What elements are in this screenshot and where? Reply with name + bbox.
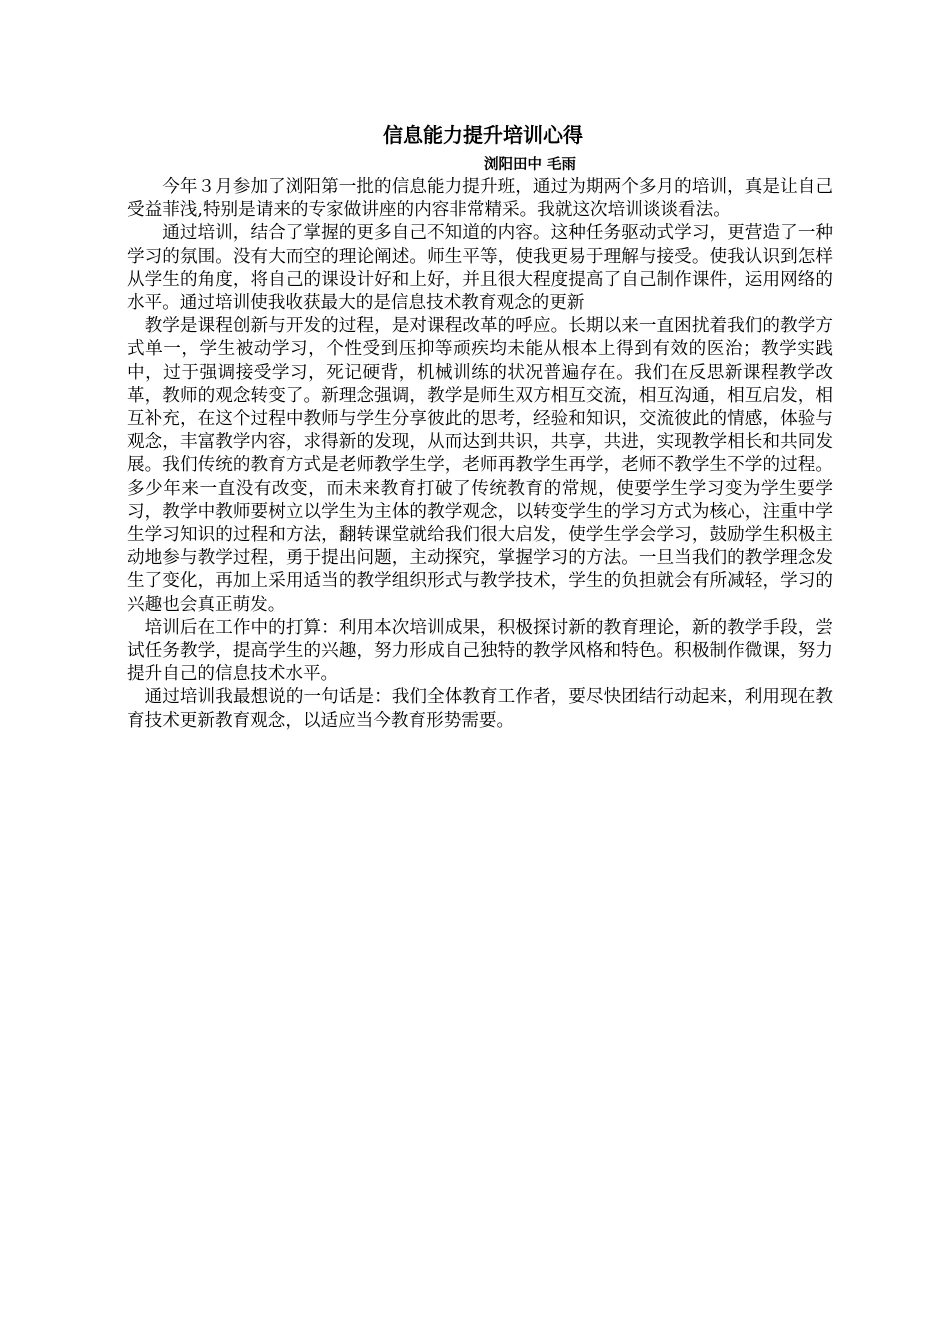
- document-author: 浏阳田中 毛雨: [483, 157, 577, 173]
- paragraph-conclusion: 通过培训我最想说的一句话是：我们全体教育工作者，要尽快团结行动起来，利用现在教育技术更新教育观念，以适应当今教育形势需要。: [127, 687, 833, 731]
- paragraph-intro: 今年３月参加了浏阳第一批的信息能力提升班，通过为期两个多月的培训，真是让自己受益菲浅,特别是请来的专家做讲座的内容非常精采。我就这次培训谈谈看法。: [127, 177, 833, 221]
- paragraph-work-plan: 培训后在工作中的打算：利用本次培训成果，积极探讨新的教育理论，新的教学手段，尝试任务教学，提高学生的兴趣，努力形成自己独特的教学风格和特色。积极制作微课，努力提升自己的信息技术水平。: [127, 617, 833, 685]
- document-title: 信息能力提升培训心得: [383, 123, 583, 147]
- document-body: [127, 120, 833, 733]
- paragraph-training-content: 通过培训，结合了掌握的更多自己不知道的内容。这种任务驱动式学习，更营造了一种学习的氛围。没有大而空的理论阐述。师生平等，使我更易于理解与接受。使我认识到怎样从学生的角度，将自己的课设计好和上好，并且很大程度提高了自己制作课件，运用网络的水平。通过培训使我收获最大的是信息技术教育观念的更新: [127, 223, 833, 314]
- paragraph-teaching-philosophy: 教学是课程创新与开发的过程，是对课程改革的呼应。长期以来一直困扰着我们的教学方式单一，学生被动学习，个性受到压抑等顽疾均未能从根本上得到有效的医治；教学实践中，过于强调接受学习，死记硬背，机械训练的状况普遍存在。我们在反思新课程教学改革，教师的观念转变了。新理念强调，教学是师生双方相互交流，相互沟通，相互启发，相互补充，在这个过程中教师与学生分享彼此的思考，经验和知识，交流彼此的情感，体验与观念，丰富教学内容，求得新的发现，从而达到共识，共享，共进，实现教学相长和共同发展。我们传统的教育方式是老师教学生学，老师再教学生再学，老师不教学生不学的过程。多少年来一直没有改变，而未来教育打破了传统教育的常规，使要学生学习变为学生要学习，教学中教师要树立以学生为主体的教学观念，以转变学生的学习方式为核心，注重中学生学习知识的过程和方法，翻转课堂就给我们很大启发，使学生学会学习，鼓励学生积极主动地参与教学过程，勇于提出问题，主动探究，掌握学习的方法。一旦当我们的教学理念发生了变化，再加上采用适当的教学组织形式与教学技术，学生的负担就会有所减轻，学习的兴趣也会真正萌发。: [127, 316, 833, 615]
